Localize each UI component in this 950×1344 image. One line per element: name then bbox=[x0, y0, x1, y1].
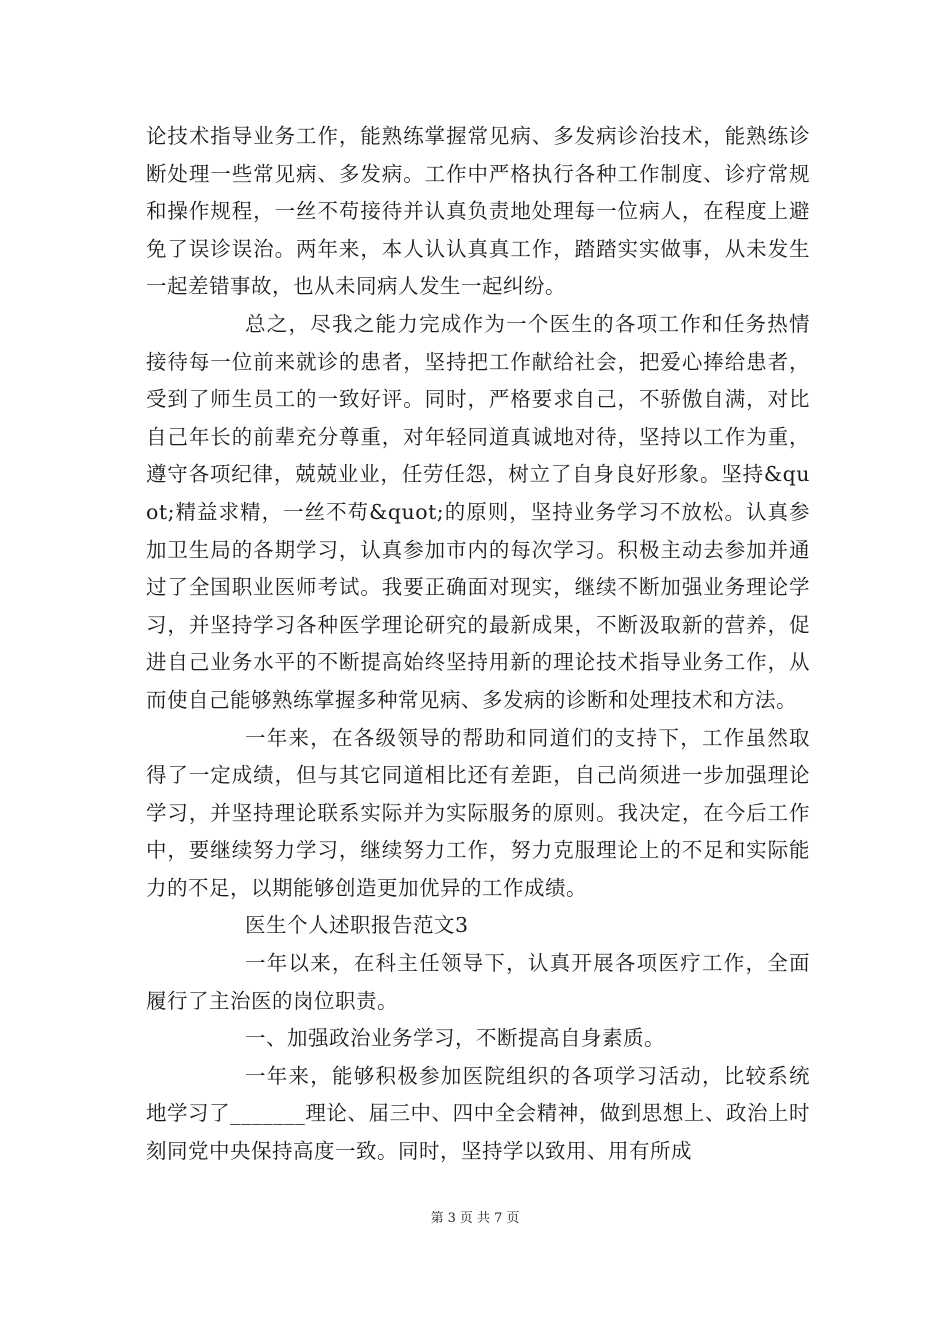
total-suffix: 页 bbox=[506, 1211, 520, 1226]
page-number: 3 bbox=[447, 1211, 456, 1226]
section-heading: 医生个人述职报告范文3 bbox=[245, 913, 469, 938]
paragraph-5: 一年以来，在科主任领导下，认真开展各项医疗工作，全面履行了主治医的岗位职责。 bbox=[146, 951, 810, 1013]
total-pages: 7 bbox=[494, 1211, 503, 1226]
paragraph-3: 一年来，在各级领导的帮助和同道们的支持下，工作虽然取得了一定成绩，但与其它同道相比还有差距，自己尚须进一步加强理论学习，并坚持理论联系实际并为实际服务的原则。我决定，在今后工作中，要继续努力学习，继续努力工作，努力克服理论上的不足和实际能力的不足，以期能够创造更加优异的工作成绩。 bbox=[146, 725, 810, 900]
paragraph-2: 总之，尽我之能力完成作为一个医生的各项工作和任务热情接待每一位前来就诊的患者，坚持把工作献给社会，把爱心捧给患者，受到了师生员工的一致好评。同时，严格要求自己，不骄傲自满，对比自己年长的前辈充分尊重，对年轻同道真诚地对待，坚持以工作为重，遵守各项纪律，兢兢业业，任劳任怨，树立了自身良好形象。坚持&quot;精益求精，一丝不苟&quot;的原则，坚持业务学习不放松。认真参加卫生局的各期学习，认真参加市内的每次学习。积极主动去参加并通过了全国职业医师考试。我要正确面对现实，继续不断加强业务理论学习，并坚持学习各种医学理论研究的最新成果，不断汲取新的营养，促进自己业务水平的不断提高始终坚持用新的理论技术指导业务工作，从而使自己能够熟练掌握多种常见病、多发病的诊断和处理技术和方法。 bbox=[146, 311, 810, 712]
paragraph-1: 论技术指导业务工作，能熟练掌握常见病、多发病诊治技术，能熟练诊断处理一些常见病、多发病。工作中严格执行各种工作制度、诊疗常规和操作规程，一丝不苟接待并认真负责地处理每一位病人，在程度上避免了误诊误治。两年来，本人认认真真工作，踏踏实实做事，从未发生一起差错事故，也从未同病人发生一起纠纷。 bbox=[146, 124, 810, 299]
page-footer bbox=[0, 1207, 950, 1226]
page-suffix: 页 共 bbox=[459, 1211, 491, 1226]
paragraph-7: 一年来，能够积极参加医院组织的各项学习活动，比较系统地学习了_______理论、届三中、四中全会精神，做到思想上、政治上时刻同党中央保持高度一致。同时，坚持学以致用、用有所成 bbox=[146, 1063, 810, 1164]
subsection-heading: 一、加强政治业务学习，不断提高自身素质。 bbox=[245, 1026, 665, 1051]
page-label: 第 bbox=[430, 1211, 444, 1226]
document-body bbox=[146, 118, 810, 1171]
